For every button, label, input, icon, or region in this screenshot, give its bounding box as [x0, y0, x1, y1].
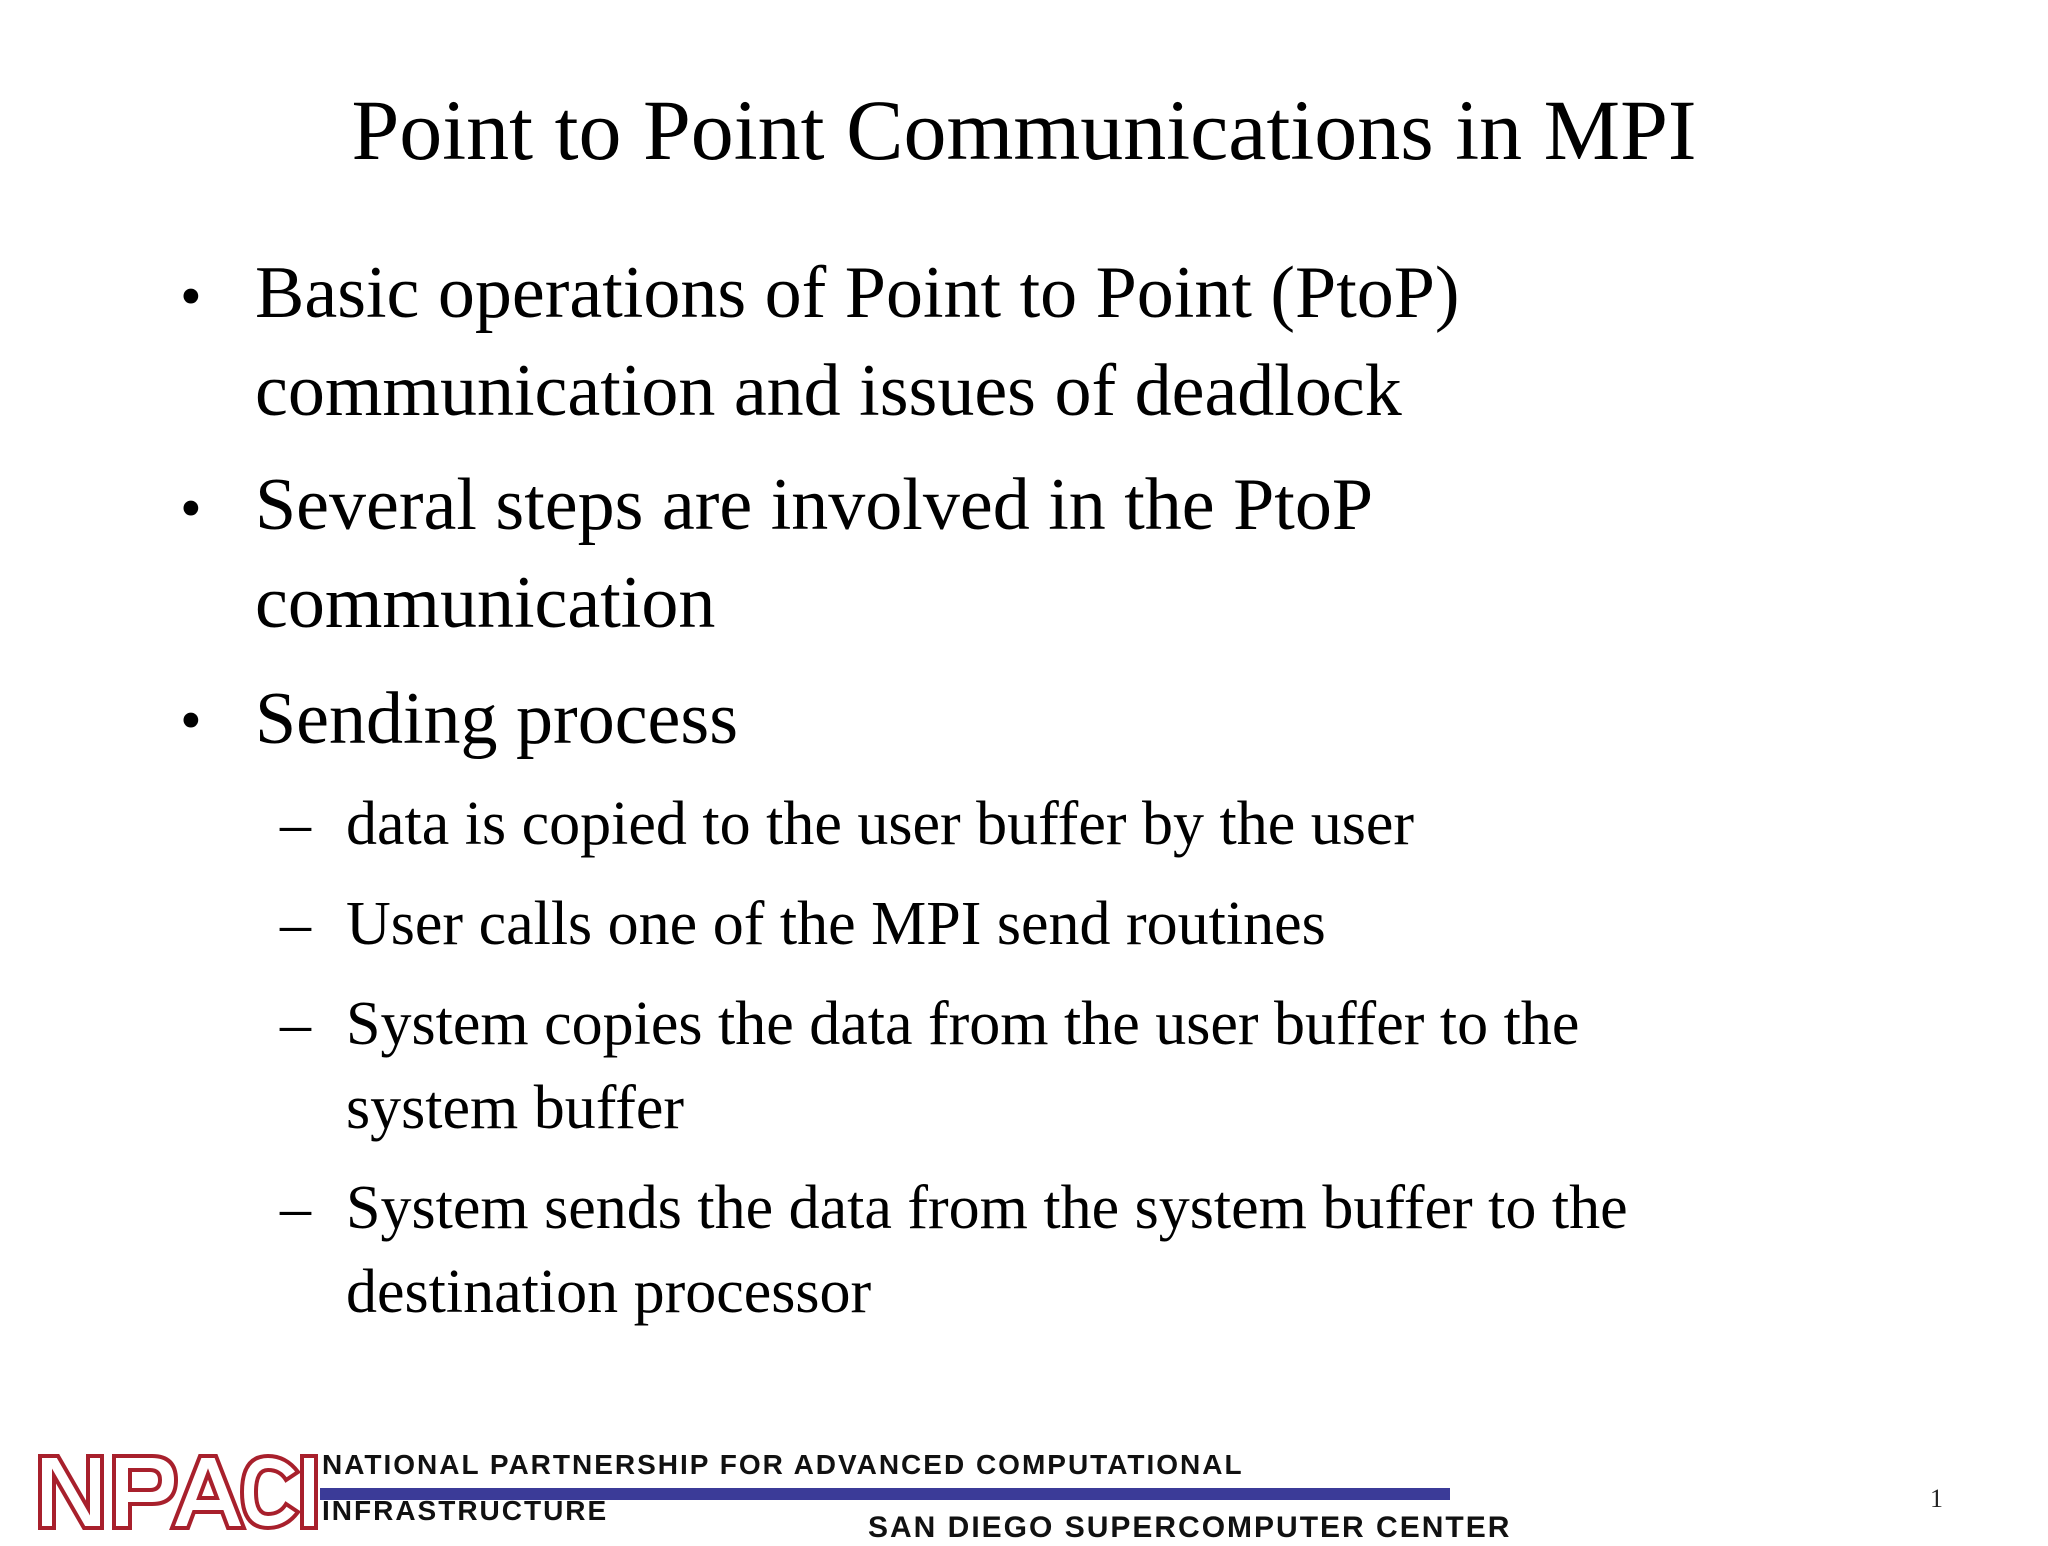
org-name-line-1: NATIONAL PARTNERSHIP FOR ADVANCED COMPUTATIONAL [322, 1449, 1244, 1480]
bullet-1-line-2: communication and issues of deadlock [255, 350, 1402, 432]
bullet-1-line-1: Basic operations of Point to Point (PtoP) [255, 252, 1460, 334]
subitem-3-line-1: System copies the data from the user buffer to the [346, 990, 1580, 1058]
subitem-2-line-1: User calls one of the MPI send routines [346, 890, 1326, 958]
bullet-marker: • [180, 263, 202, 331]
sub-marker: – [280, 790, 311, 858]
npaci-logo [36, 1452, 320, 1532]
bullet-2-line-1: Several steps are involved in the PtoP [255, 464, 1374, 546]
sub-marker: – [280, 1174, 311, 1242]
subitem-4-line-2: destination processor [346, 1258, 872, 1326]
bullet-3-line-1: Sending process [255, 678, 738, 760]
sdsc-name: SAN DIEGO SUPERCOMPUTER CENTER [868, 1511, 1512, 1544]
bullet-marker: • [180, 687, 202, 755]
page-number: 1 [1930, 1484, 1943, 1513]
subitem-1-line-1: data is copied to the user buffer by the user [346, 790, 1415, 858]
bullet-2-line-2: communication [255, 562, 716, 644]
subitem-4-line-1: System sends the data from the system buffer to the [346, 1174, 1628, 1242]
sub-marker: – [280, 990, 311, 1058]
org-name-line-2: INFRASTRUCTURE [322, 1495, 609, 1526]
bullet-marker: • [180, 475, 202, 543]
slide-title: Point to Point Communications in MPI [351, 82, 1697, 178]
subitem-3-line-2: system buffer [346, 1074, 685, 1142]
sub-marker: – [280, 890, 311, 958]
